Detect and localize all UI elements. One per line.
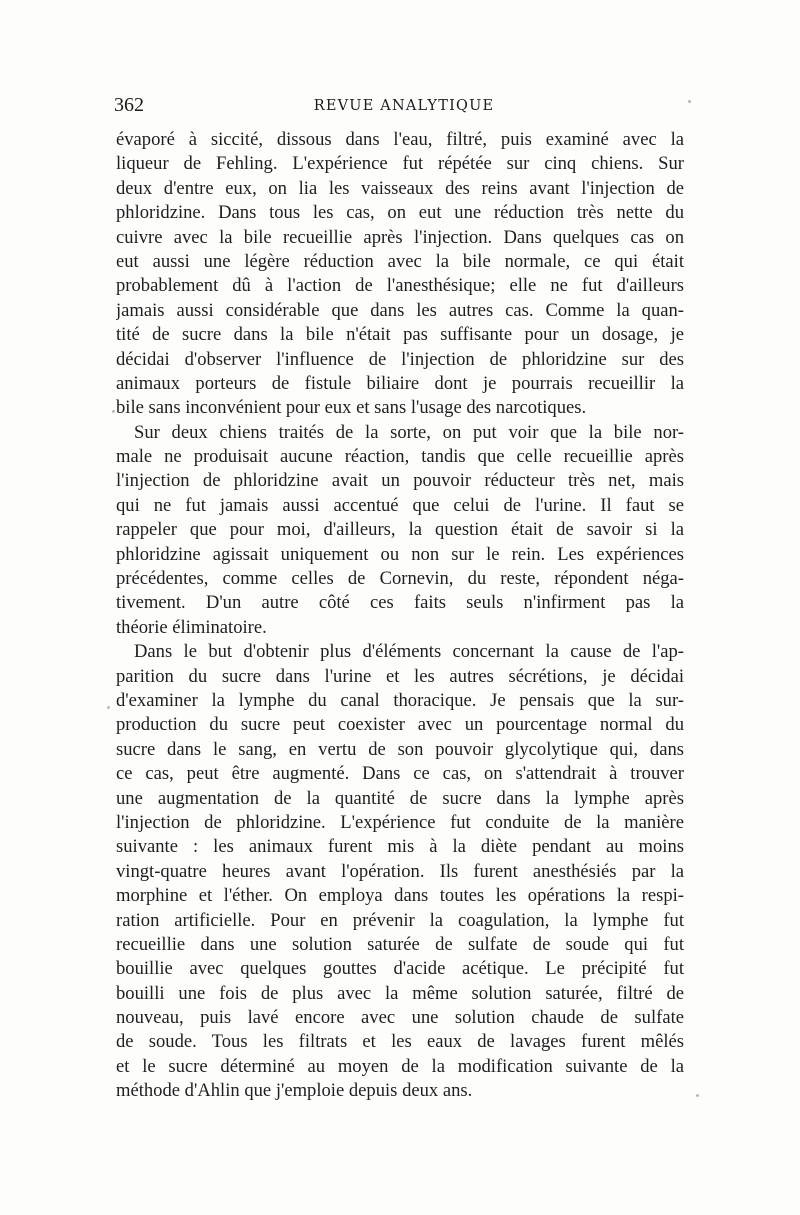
text-line: et le sucre déterminé au moyen de la modification suivante de la	[116, 1055, 684, 1077]
running-title: REVUE ANALYTIQUE	[313, 98, 495, 114]
text-line: bouilli une fois de plus avec la même solution saturée, filtré de	[116, 982, 684, 1004]
page-header	[114, 94, 694, 122]
text-line: sucre dans le sang, en vertu de son pouvoir glycolytique qui, dans	[116, 738, 684, 760]
text-line: recueillie dans une solution saturée de sulfate de soude qui fut	[116, 933, 684, 955]
text-line: phloridzine agissait uniquement ou non sur le rein. Les expériences	[116, 543, 684, 565]
text-line: male ne produisait aucune réaction, tandis que celle recueillie après	[116, 446, 684, 468]
paper-speck	[107, 706, 110, 709]
page-number: 362	[114, 94, 144, 116]
text-line: de soude. Tous les filtrats et les eaux de lavages furent mêlés	[116, 1031, 684, 1053]
text-line: jamais aussi considérable que dans les autres cas. Comme la quan-	[116, 299, 684, 321]
text-line: d'examiner la lymphe du canal thoracique. Je pensais que la sur-	[116, 689, 684, 711]
text-line: bouillie avec quelques gouttes d'acide acétique. Le précipité fut	[116, 958, 684, 980]
text-line: l'injection de phloridzine. L'expérience fut conduite de la manière	[116, 811, 684, 833]
text-line: production du sucre peut coexister avec un pourcentage normal du	[116, 714, 684, 736]
text-line: ration artificielle. Pour en prévenir la coagulation, la lymphe fut	[116, 909, 684, 931]
text-line: qui ne fut jamais aussi accentué que celui de l'urine. Il faut se	[116, 494, 684, 516]
text-line: liqueur de Fehling. L'expérience fut répétée sur cinq chiens. Sur	[116, 153, 684, 175]
text-line: animaux porteurs de fistule biliaire dont je pourrais recueillir la	[116, 372, 684, 394]
text-line: phloridzine. Dans tous les cas, on eut une réduction très nette du	[116, 202, 684, 224]
text-line: vingt-quatre heures avant l'opération. Ils furent anesthésiés par la	[116, 860, 684, 882]
text-line: Sur deux chiens traités de la sorte, on put voir que la bile nor-	[134, 421, 684, 443]
text-line: tité de sucre dans la bile n'était pas suffisante pour un dosage, je	[116, 324, 684, 346]
text-line: cuivre avec la bile recueillie après l'injection. Dans quelques cas on	[116, 226, 684, 248]
paper-speck	[112, 410, 115, 413]
paper-speck	[696, 1094, 699, 1097]
text-line: eut aussi une légère réduction avec la bile normale, ce qui était	[116, 250, 684, 272]
text-line: décidai d'observer l'influence de l'injection de phloridzine sur des	[116, 348, 684, 370]
text-line: l'injection de phloridzine avait un pouvoir réducteur très net, mais	[116, 470, 684, 492]
text-line: probablement dû à l'action de l'anesthésique; elle ne fut d'ailleurs	[116, 275, 684, 297]
text-line: rappeler que pour moi, d'ailleurs, la question était de savoir si la	[116, 519, 684, 541]
text-line: théorie éliminatoire.	[116, 616, 267, 638]
text-line: précédentes, comme celles de Cornevin, du reste, répondent néga-	[116, 568, 684, 590]
text-line: tivement. D'un autre côté ces faits seuls n'infirment pas la	[116, 592, 684, 614]
text-line: parition du sucre dans l'urine et les autres sécrétions, je décidai	[116, 665, 684, 687]
text-line: nouveau, puis lavé encore avec une solution chaude de sulfate	[116, 1007, 684, 1029]
text-line: morphine et l'éther. On employa dans toutes les opérations la respi-	[116, 885, 684, 907]
text-line: une augmentation de la quantité de sucre dans la lymphe après	[116, 787, 684, 809]
text-line: ce cas, peut être augmenté. Dans ce cas, on s'attendrait à trouver	[116, 763, 684, 785]
text-line: deux d'entre eux, on lia les vaisseaux des reins avant l'injection de	[116, 177, 684, 199]
paper-speck	[688, 100, 691, 103]
text-line: bile sans inconvénient pour eux et sans l'usage des narcotiques.	[116, 397, 587, 419]
text-line: méthode d'Ahlin que j'emploie depuis deux ans.	[116, 1080, 473, 1102]
text-line: évaporé à siccité, dissous dans l'eau, filtré, puis examiné avec la	[116, 129, 684, 150]
text-line: suivante : les animaux furent mis à la diète pendant au moins	[116, 836, 684, 858]
body-text	[116, 128, 684, 1104]
text-line: Dans le but d'obtenir plus d'éléments concernant la cause de l'ap-	[134, 641, 684, 663]
